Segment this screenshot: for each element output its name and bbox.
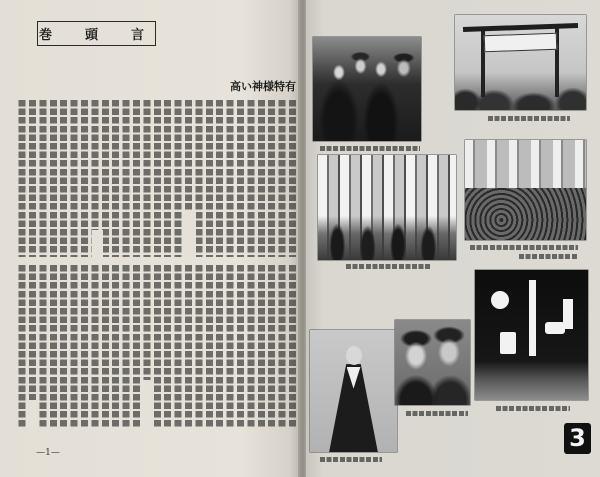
section-header: 巻 頭 言	[38, 28, 154, 43]
photo-caption	[470, 245, 578, 263]
gate-beam	[463, 23, 578, 32]
photo-caption	[496, 406, 570, 415]
photo-caption	[406, 411, 468, 420]
gate-signboard	[484, 33, 558, 53]
paragraph-break	[92, 230, 103, 258]
photo-gathering	[465, 140, 586, 240]
article-title: 高い神様特有	[230, 80, 296, 93]
altar-offering	[500, 332, 516, 354]
photo-performer-in-kimono	[310, 330, 397, 452]
caption-line	[320, 146, 420, 151]
performer-head	[346, 346, 362, 365]
photo-caption	[488, 116, 570, 125]
page-number-right: 3	[564, 423, 591, 454]
right-page	[306, 0, 600, 477]
photo-caption	[346, 264, 432, 273]
caption-line	[519, 254, 578, 259]
caption-line	[320, 457, 382, 462]
banner-row	[465, 140, 586, 188]
photo-caption	[320, 457, 382, 466]
photo-altar-offerings	[475, 270, 588, 400]
paragraph-break	[185, 212, 196, 258]
paragraph-break	[26, 400, 37, 429]
altar-disc	[491, 291, 509, 309]
caption-line	[488, 116, 570, 121]
photo-group-of-men	[313, 37, 421, 141]
altar-offering	[563, 299, 573, 329]
body-text-upper-tier	[16, 100, 296, 257]
photo-gate-sign	[455, 15, 586, 110]
caption-line	[496, 406, 570, 411]
paragraph-break	[143, 380, 154, 429]
altar-offering	[545, 322, 565, 334]
caption-line	[346, 264, 432, 269]
altar-post	[529, 280, 536, 355]
page-number-left: —1—	[36, 448, 60, 458]
section-header-box	[37, 21, 156, 46]
photo-two-people	[395, 320, 470, 405]
caption-line	[406, 411, 468, 416]
body-text-lower-tier	[16, 265, 296, 428]
caption-line	[470, 245, 578, 250]
photo-hall-with-banners	[318, 155, 456, 260]
